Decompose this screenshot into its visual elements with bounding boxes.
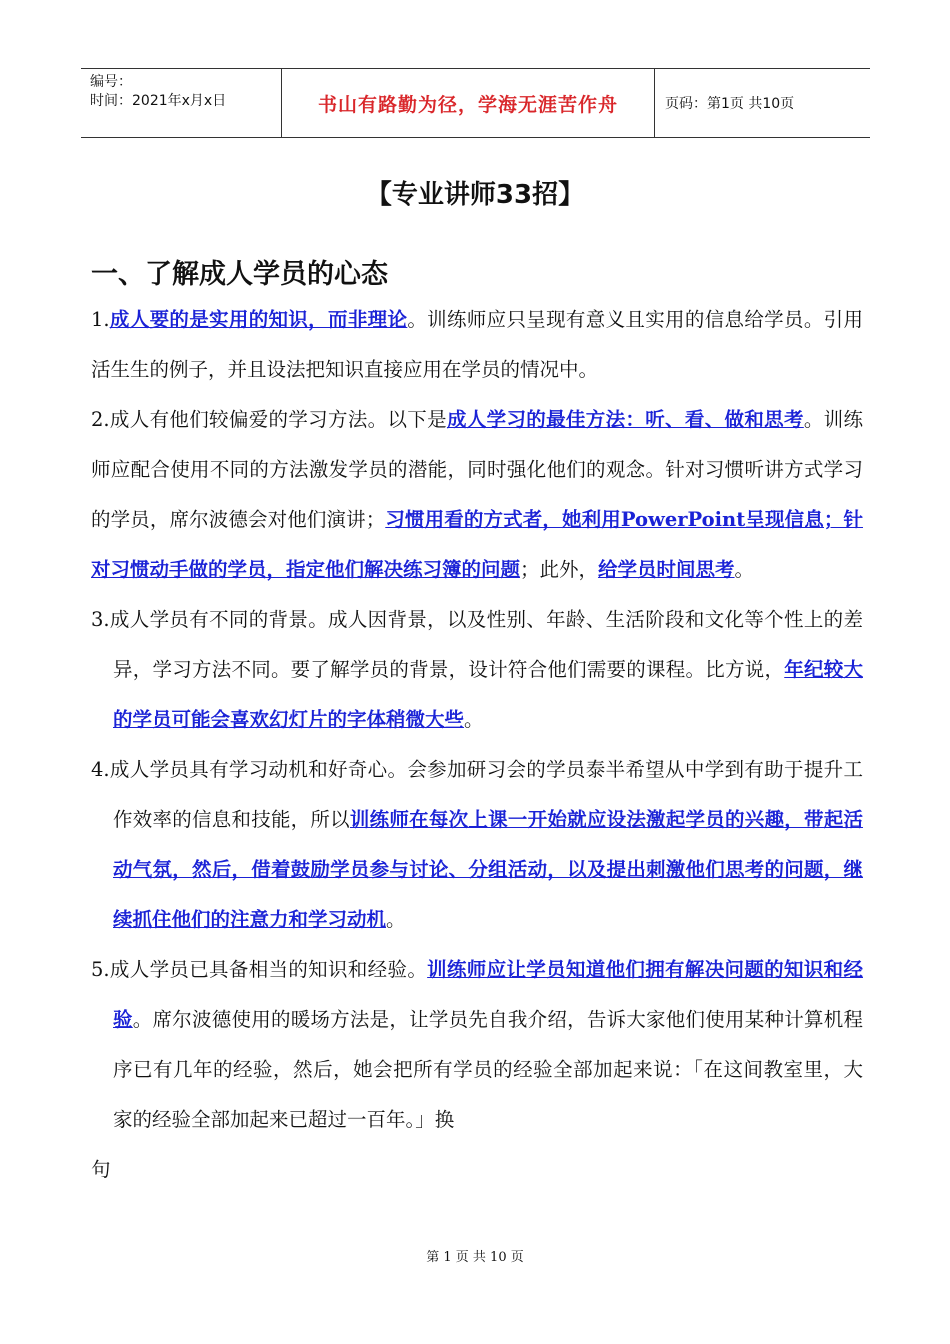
item-number: 5.	[91, 958, 110, 981]
date-label: 时间：2021年x月x日	[90, 93, 227, 109]
hyperlink[interactable]: 训练师在每次上课一开始就应设法激起学员的兴趣，带起活动气氛，然后，借着鼓励学员参与讨论、分组活动，以及提出刺激他们思考的问题，继续抓住他们的注意力和学习动机	[113, 808, 863, 931]
hyperlink[interactable]: 年纪较大的学员可能会喜欢幻灯片的字体稍微大些	[113, 658, 863, 731]
paragraph-4	[91, 745, 863, 945]
paragraph-tail: 句	[91, 1158, 111, 1181]
paragraph-text: 。	[464, 708, 484, 731]
document-header	[81, 68, 870, 138]
paragraph-2	[91, 395, 863, 595]
hyperlink[interactable]: 习惯用看的方式者，她利用PowerPoint呈现信息；针对习惯动手做的学员，指定他们解决练习簿的问题	[91, 508, 863, 581]
item-number: 1.	[91, 308, 110, 331]
paragraph-text: 成人学员有不同的背景。成人因背景，以及性别、年龄、生活阶段和文化等个性上的差异，学习方法不同。要了解学员的背景，设计符合他们需要的课程。比方说，	[109, 608, 863, 681]
paragraph-3	[91, 595, 863, 745]
paragraph-text: 成人学员已具备相当的知识和经验。	[109, 958, 428, 981]
paragraph-text: 。席尔波德使用的暖场方法是，让学员先自我介绍，告诉大家他们使用某种计算机程序已有几年的经验，然后，她会把所有学员的经验全部加起来说：「在这间教室里，大家的经验全部加起来已超过一百年。」换	[113, 1008, 863, 1131]
paragraph-text: ；此外，	[520, 558, 599, 581]
item-number: 2.	[91, 408, 110, 431]
hyperlink[interactable]: 训练师应让学员知道他们拥有解决问题的知识和经验	[113, 958, 863, 1031]
document-body	[91, 295, 863, 1195]
page-footer: 第 1 页 共 10 页	[426, 1250, 524, 1265]
item-number: 3.	[91, 608, 110, 631]
paragraph-text: 。	[734, 558, 755, 581]
item-number: 4.	[91, 758, 110, 781]
paragraph-text: 。训练师应只呈现有意义且实用的信息给学员。引用活生生的例子，并且设法把知识直接应用在学员的情况中。	[91, 308, 863, 381]
paragraph-text: 成人学员具有学习动机和好奇心。会参加研习会的学员泰半希望从中学到有助于提升工作效率的信息和技能，所以	[109, 758, 863, 831]
paragraph-1	[91, 295, 863, 395]
section-heading: 一、了解成人学员的心态	[91, 259, 388, 290]
paragraph-5	[91, 945, 863, 1145]
hyperlink[interactable]: 成人学习的最佳方法：听、看、做和思考	[446, 408, 804, 431]
paragraph-text: 。	[386, 908, 406, 931]
paragraph-text: 成人有他们较偏爱的学习方法。以下是	[109, 408, 447, 431]
header-page-info: 页码：第1页 共10页	[665, 96, 795, 112]
paragraph-text: 。训练师应配合使用不同的方法激发学员的潜能，同时强化他们的观念。针对习惯听讲方式学习的学员，席尔波德会对他们演讲；	[91, 408, 863, 531]
hyperlink[interactable]: 成人要的是实用的知识，而非理论	[109, 308, 408, 331]
document-title: 【专业讲师33招】	[365, 180, 585, 210]
hyperlink[interactable]: 给学员时间思考	[598, 558, 735, 581]
header-meta	[81, 69, 281, 137]
header-motto: 书山有路勤为径，学海无涯苦作舟	[281, 69, 655, 137]
number-label: 编号：	[90, 74, 132, 90]
